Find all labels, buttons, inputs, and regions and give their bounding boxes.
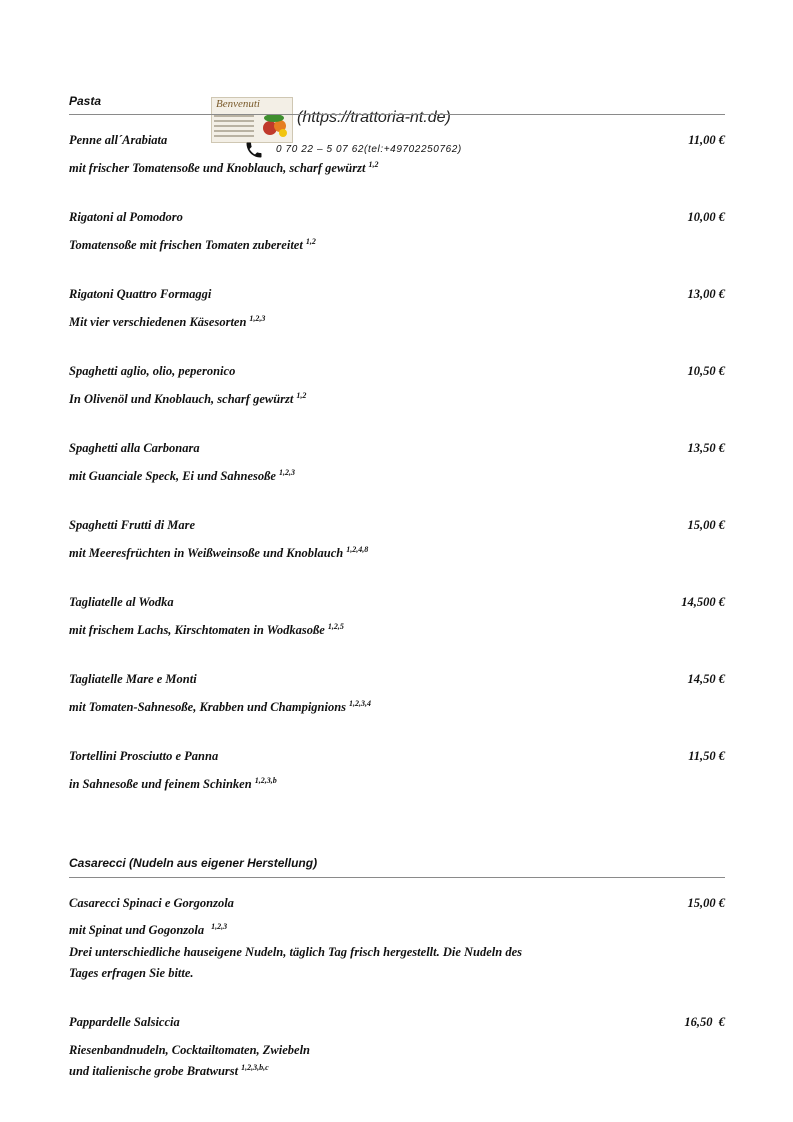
item-name: Rigatoni Quattro Formaggi [69, 287, 212, 301]
item-price: 10,00 € [687, 210, 725, 224]
item-description [69, 546, 368, 561]
item-price: 14,50 € [687, 672, 725, 686]
description-text: mit frischem Lachs, Kirschtomaten in Wodkasoße [69, 623, 325, 637]
item-price: 16,50 € [684, 1015, 725, 1029]
item-name: Casarecci Spinaci e Gorgonzola [69, 896, 234, 910]
description-text: mit Spinat und Gogonzola [69, 923, 205, 937]
allergen-codes: 1,2,3 [249, 314, 266, 323]
allergen-codes: 1,2,3,b,c [241, 1063, 269, 1072]
allergen-codes: 1,2,3,4 [349, 699, 372, 708]
item-description [69, 315, 265, 330]
item-name: Spaghetti Frutti di Mare [69, 518, 196, 532]
item-note: Drei unterschiedliche hauseigene Nudeln, täglich Tag frisch hergestellt. Die Nudeln des [69, 945, 523, 959]
item-name: Rigatoni al Pomodoro [69, 210, 183, 224]
allergen-codes: 1,2,3,b [254, 776, 277, 785]
item-name: Spaghetti alla Carbonara [69, 441, 200, 455]
section-divider [69, 114, 725, 115]
description-text: mit Meeresfrüchten in Weißweinsoße und Knoblauch [69, 546, 344, 560]
vegetables-icon [258, 108, 290, 140]
item-name: Penne all´Arabiata [69, 133, 168, 147]
item-description [69, 161, 378, 176]
allergen-codes: 1,2 [368, 160, 379, 169]
section-title-casarecci: Casarecci (Nudeln aus eigener Herstellung) [69, 856, 318, 870]
item-name: Tortellini Prosciutto e Panna [69, 749, 219, 763]
item-price: 11,00 € [688, 133, 725, 147]
logo-wordmark: Benvenuti [216, 98, 260, 110]
item-price: 15,00 € [687, 518, 725, 532]
item-name: Pappardelle Salsiccia [69, 1015, 180, 1029]
item-name: Spaghetti aglio, olio, peperonico [69, 364, 236, 378]
item-price: 11,50 € [688, 749, 725, 763]
item-price: 10,50 € [687, 364, 725, 378]
allergen-codes: 1,2,4,8 [346, 545, 369, 554]
item-description [69, 777, 277, 792]
item-description [69, 623, 344, 638]
description-text: mit Tomaten-Sahnesoße, Krabben und Champignions [69, 700, 347, 714]
description-text: Mit vier verschiedenen Käsesorten [69, 315, 247, 329]
allergen-codes: 1,2,3 [211, 922, 228, 931]
section-title-pasta: Pasta [69, 94, 102, 108]
item-description [69, 392, 306, 407]
item-description: Riesenbandnudeln, Cocktailtomaten, Zwiebeln [69, 1043, 310, 1057]
allergen-codes: 1,2 [296, 391, 307, 400]
allergen-codes: 1,2 [305, 237, 316, 246]
item-price: 15,00 € [687, 896, 725, 910]
item-price: 13,00 € [687, 287, 725, 301]
item-price: 13,50 € [687, 441, 725, 455]
item-description [69, 923, 227, 938]
description-text: Tomatensoße mit frischen Tomaten zubereitet [69, 238, 303, 252]
item-description [69, 238, 316, 253]
description-text: mit Guanciale Speck, Ei und Sahnesoße [69, 469, 276, 483]
description-text: in Sahnesoße und feinem Schinken [69, 777, 252, 791]
item-description [69, 469, 295, 484]
allergen-codes: 1,2,5 [327, 622, 344, 631]
restaurant-logo [211, 97, 293, 143]
item-price: 14,500 € [681, 595, 725, 609]
website-link[interactable]: (https://trattoria-nt.de) [297, 109, 451, 126]
item-description [69, 700, 371, 715]
section-divider [69, 877, 725, 878]
phone-link[interactable]: 0 70 22 – 5 07 62(tel:+49702250762) [276, 144, 462, 155]
logo-address-lines [214, 112, 256, 140]
item-description [69, 1064, 269, 1079]
allergen-codes: 1,2,3 [278, 468, 295, 477]
description-text: In Olivenöl und Knoblauch, scharf gewürzt [69, 392, 294, 406]
description-text: mit frischer Tomatensoße und Knoblauch, scharf gewürzt [69, 161, 366, 175]
description-text: und italienische grobe Bratwurst [69, 1064, 239, 1078]
item-note: Tages erfragen Sie bitte. [69, 966, 194, 980]
item-name: Tagliatelle al Wodka [69, 595, 174, 609]
item-name: Tagliatelle Mare e Monti [69, 672, 197, 686]
phone-icon [244, 140, 264, 160]
